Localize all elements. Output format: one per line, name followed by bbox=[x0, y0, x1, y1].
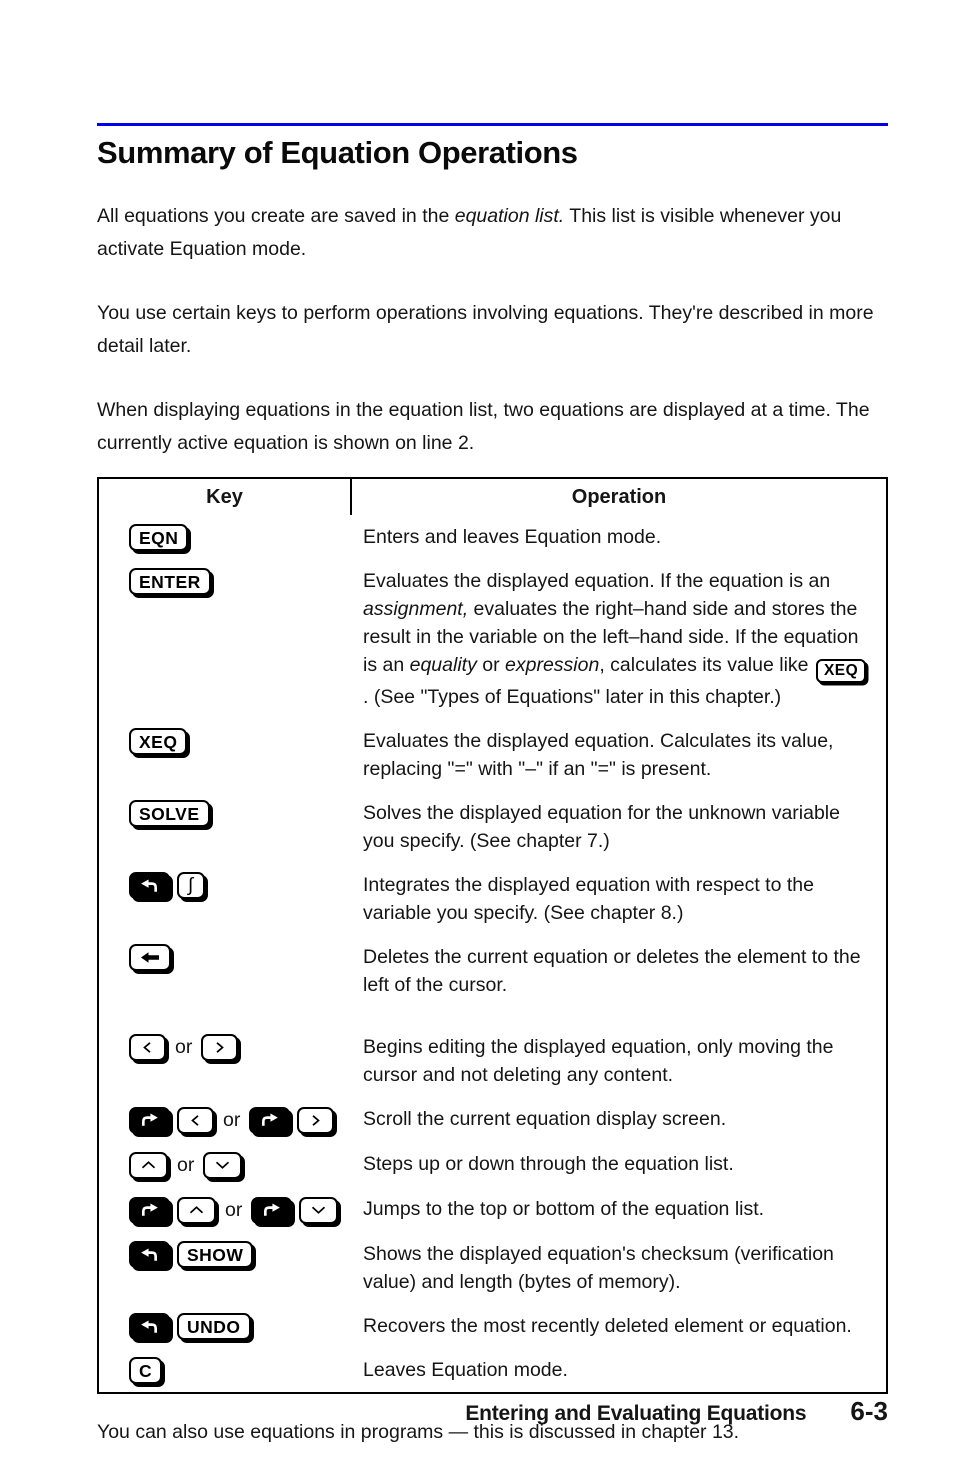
intro-paragraph: All equations you create are saved in the equation list. This list is visible whenever you activate Equation mode. bbox=[97, 205, 842, 260]
column-header-key: Key bbox=[98, 478, 351, 515]
column-header-operation: Operation bbox=[571, 486, 667, 508]
left-shift-icon bbox=[129, 1313, 170, 1340]
operation-cell: Leaves Equation mode. bbox=[363, 1359, 568, 1381]
cursor-up-icon bbox=[177, 1197, 216, 1224]
key-cell bbox=[98, 863, 351, 935]
intro-paragraph: When displaying equations in the equation list, two equations are displayed at a time. The currently active equation is shown on line 2. bbox=[97, 399, 870, 454]
backspace-icon bbox=[129, 944, 171, 971]
table-row bbox=[98, 1097, 887, 1142]
cursor-left-icon bbox=[177, 1107, 214, 1134]
operation-cell: Jumps to the top or bottom of the equation list. bbox=[363, 1198, 765, 1220]
left-shift-icon bbox=[129, 1241, 170, 1268]
key-solve: SOLVE bbox=[129, 800, 210, 827]
key-cell bbox=[98, 515, 351, 559]
or-connector: or bbox=[177, 1154, 195, 1176]
right-shift-icon bbox=[129, 1197, 170, 1224]
table-row bbox=[98, 1348, 887, 1393]
key-cell bbox=[98, 1187, 351, 1232]
italic-term: equality bbox=[409, 654, 477, 676]
key-eqn: EQN bbox=[129, 524, 188, 551]
table-header-row bbox=[98, 478, 887, 515]
table-row bbox=[98, 515, 887, 559]
right-shift-icon bbox=[249, 1107, 290, 1134]
table-row bbox=[98, 1304, 887, 1348]
operations-table bbox=[97, 477, 888, 1394]
key-show: SHOW bbox=[177, 1241, 253, 1268]
operation-cell: Evaluates the displayed equation. Calculates its value, replacing "=" with "–" if an "=" is present. bbox=[363, 730, 834, 780]
key-cell bbox=[98, 791, 351, 863]
key-undo: UNDO bbox=[177, 1313, 251, 1340]
key-cell bbox=[98, 559, 351, 719]
key-xeq: XEQ bbox=[816, 659, 866, 683]
cursor-right-icon bbox=[297, 1107, 334, 1134]
key-cell bbox=[98, 1348, 351, 1393]
operation-cell: Deletes the current equation or deletes the element to the left of the cursor. bbox=[363, 946, 861, 996]
table-row bbox=[98, 791, 887, 863]
header-rule bbox=[97, 123, 888, 126]
key-xeq: XEQ bbox=[129, 728, 187, 755]
table-row bbox=[98, 1232, 887, 1304]
italic-term: equation list. bbox=[454, 205, 565, 227]
right-shift-icon bbox=[129, 1107, 170, 1134]
or-connector: or bbox=[223, 1109, 241, 1131]
footer-section-title: Entering and Evaluating Equations bbox=[465, 1402, 807, 1425]
or-connector: or bbox=[225, 1199, 243, 1221]
or-connector: or bbox=[175, 1036, 193, 1058]
operation-cell: Evaluates the displayed equation. If the equation is an assignment, evaluates the right–hand side and stores the result in the variable on the left–hand side. If the equation is an equality or expression, calculates its value like XEQ. (See "Types of Equations" later in this chapter.) bbox=[351, 559, 887, 719]
closing-paragraph: You can also use equations in programs — this is discussed in chapter 13. bbox=[97, 1421, 740, 1443]
page-title: Summary of Equation Operations bbox=[97, 135, 578, 170]
cursor-down-icon bbox=[203, 1152, 242, 1179]
key-enter: ENTER bbox=[129, 568, 211, 595]
operation-cell: Steps up or down through the equation list. bbox=[363, 1153, 734, 1175]
operation-cell: Begins editing the displayed equation, only moving the cursor and not deleting any content. bbox=[363, 1036, 834, 1086]
page-content bbox=[97, 0, 888, 1449]
table-row bbox=[98, 1187, 887, 1232]
left-shift-icon bbox=[129, 872, 170, 899]
italic-term: assignment, bbox=[363, 598, 469, 620]
table-row bbox=[98, 1007, 887, 1097]
cursor-left-icon bbox=[129, 1034, 166, 1061]
cursor-right-icon bbox=[201, 1034, 238, 1061]
operation-cell: Scroll the current equation display screen. bbox=[363, 1108, 727, 1130]
italic-term: expression bbox=[505, 654, 600, 676]
key-cell bbox=[98, 1304, 351, 1348]
cursor-up-icon bbox=[129, 1152, 168, 1179]
key-cell bbox=[98, 1142, 351, 1187]
key-cell bbox=[98, 1232, 351, 1304]
key-cell bbox=[98, 719, 351, 791]
operation-cell: Integrates the displayed equation with respect to the variable you specify. (See chapter 8.) bbox=[363, 874, 814, 924]
table-row bbox=[98, 863, 887, 935]
operation-cell: Enters and leaves Equation mode. bbox=[363, 526, 662, 548]
intro-paragraphs bbox=[97, 200, 888, 460]
operation-cell: Shows the displayed equation's checksum (verification value) and length (bytes of memory). bbox=[363, 1243, 834, 1293]
key-cell bbox=[98, 935, 351, 1007]
key-cell bbox=[98, 1097, 351, 1142]
integral-icon: ∫ bbox=[177, 872, 205, 899]
key-c: C bbox=[129, 1357, 162, 1384]
table-row bbox=[98, 559, 887, 719]
right-shift-icon bbox=[251, 1197, 292, 1224]
table-row bbox=[98, 1142, 887, 1187]
footer-page-number: 6-3 bbox=[850, 1396, 888, 1426]
intro-paragraph: You use certain keys to perform operations involving equations. They're described in more detail later. bbox=[97, 302, 874, 357]
cursor-down-icon bbox=[299, 1197, 338, 1224]
table-row bbox=[98, 719, 887, 791]
operation-cell: Solves the displayed equation for the unknown variable you specify. (See chapter 7.) bbox=[363, 802, 840, 852]
table-row bbox=[98, 935, 887, 1007]
operation-cell: Recovers the most recently deleted element or equation. bbox=[363, 1315, 852, 1337]
page-footer bbox=[465, 1396, 888, 1427]
key-cell bbox=[98, 1007, 351, 1097]
